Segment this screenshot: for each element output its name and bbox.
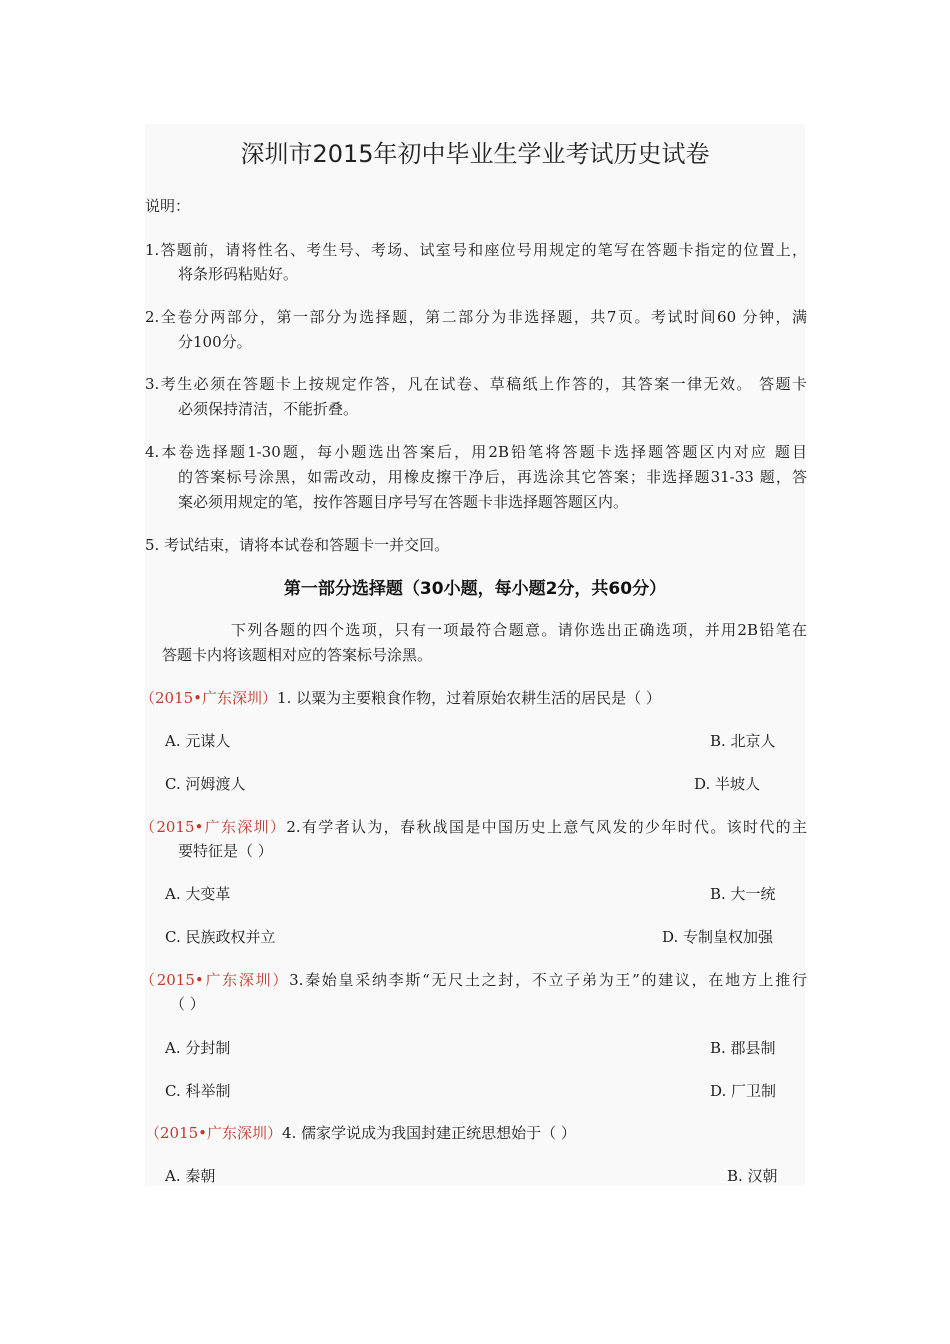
instruction-2-line-2: 分100分。 (178, 333, 252, 351)
instruction-1-line-2: 将条形码粘贴好。 (178, 265, 299, 283)
question-3-option-b: B. 郡县制 (710, 1039, 776, 1057)
question-4-stem (145, 1123, 576, 1143)
instruction-4-line-1: 4.本卷选择题1-30题，每小题选出答案后，用2B铅笔将答题卡选择题答题区内对应 题目 (145, 443, 807, 461)
question-1-option-c: C. 河姆渡人 (165, 775, 246, 793)
question-2-option-b: B. 大一统 (710, 885, 776, 903)
question-3-stem-line-2: （ ） (170, 995, 205, 1013)
instruction-1-line-1: 1.答题前，请将性名、考生号、考场、试室号和座位号用规定的笔写在答题卡指定的位置上， (145, 241, 807, 259)
section-intro-line-1: 下列各题的四个选项，只有一项最符合题意。请你选出正确选项，并用2B铅笔在 (231, 621, 807, 639)
question-3-option-a: A. 分封制 (165, 1039, 231, 1057)
question-2-option-a: A. 大变革 (165, 885, 231, 903)
question-3-stem-line-1 (140, 970, 807, 990)
question-3-option-c: C. 科举制 (165, 1082, 231, 1100)
question-text: 3.秦始皇采纳李斯“无尺土之封，不立子弟为王”的建议，在地方上推行 (289, 971, 807, 989)
instruction-4-line-3: 案必须用规定的笔，按作答题目序号写在答题卡非选择题答题区内。 (178, 493, 629, 511)
question-1-stem (140, 688, 661, 708)
question-2-stem-line-2: 要特征是（ ） (178, 842, 273, 860)
instruction-3-line-2: 必须保持清洁，不能折叠。 (178, 400, 359, 418)
question-4-option-a: A. 秦朝 (165, 1167, 216, 1185)
question-text: 1. 以粟为主要粮食作物，过着原始农耕生活的居民是（ ） (277, 689, 661, 707)
question-1-option-a: A. 元谋人 (165, 732, 231, 750)
question-4-option-b: B. 汉朝 (727, 1167, 778, 1185)
section-title: 第一部分选择题（30小题，每小题2分，共60分） (283, 579, 667, 599)
document-title: 深圳市2015年初中毕业生学业考试历史试卷 (240, 140, 710, 168)
question-text: 4. 儒家学说成为我国封建正统思想始于（ ） (282, 1124, 576, 1142)
question-3-option-d: D. 厂卫制 (710, 1082, 777, 1100)
question-2-option-c: C. 民族政权并立 (165, 928, 276, 946)
question-source: （2015•广东深圳） (145, 1124, 283, 1142)
instruction-4-line-2: 的答案标号涂黑，如需改动，用橡皮擦干净后，再选涂其它答案；非选择题31-33 题，答 (178, 468, 807, 486)
question-2-option-d: D. 专制皇权加强 (662, 928, 774, 946)
section-intro-line-2: 答题卡内将该题相对应的答案标号涂黑。 (162, 646, 433, 664)
instructions-heading: 说明： (145, 197, 191, 215)
question-source: （2015•广东深圳） (140, 971, 290, 989)
question-1-option-b: B. 北京人 (710, 732, 776, 750)
question-text: 2.有学者认为，春秋战国是中国历史上意气风发的少年时代。该时代的主 (286, 818, 807, 836)
instruction-3-line-1: 3.考生必须在答题卡上按规定作答，凡在试卷、草稿纸上作答的，其答案一律无效。 答题卡 (145, 375, 807, 393)
question-source: （2015•广东深圳） (140, 689, 278, 707)
question-1-option-d: D. 半坡人 (694, 775, 761, 793)
instruction-5: 5. 考试结束，请将本试卷和答题卡一并交回。 (145, 536, 450, 554)
instruction-2-line-1: 2.全卷分两部分，第一部分为选择题，第二部分为非选择题，共7页。考试时间60 分钟，满 (145, 308, 807, 326)
question-2-stem-line-1 (140, 817, 807, 837)
question-source: （2015•广东深圳） (140, 818, 287, 836)
